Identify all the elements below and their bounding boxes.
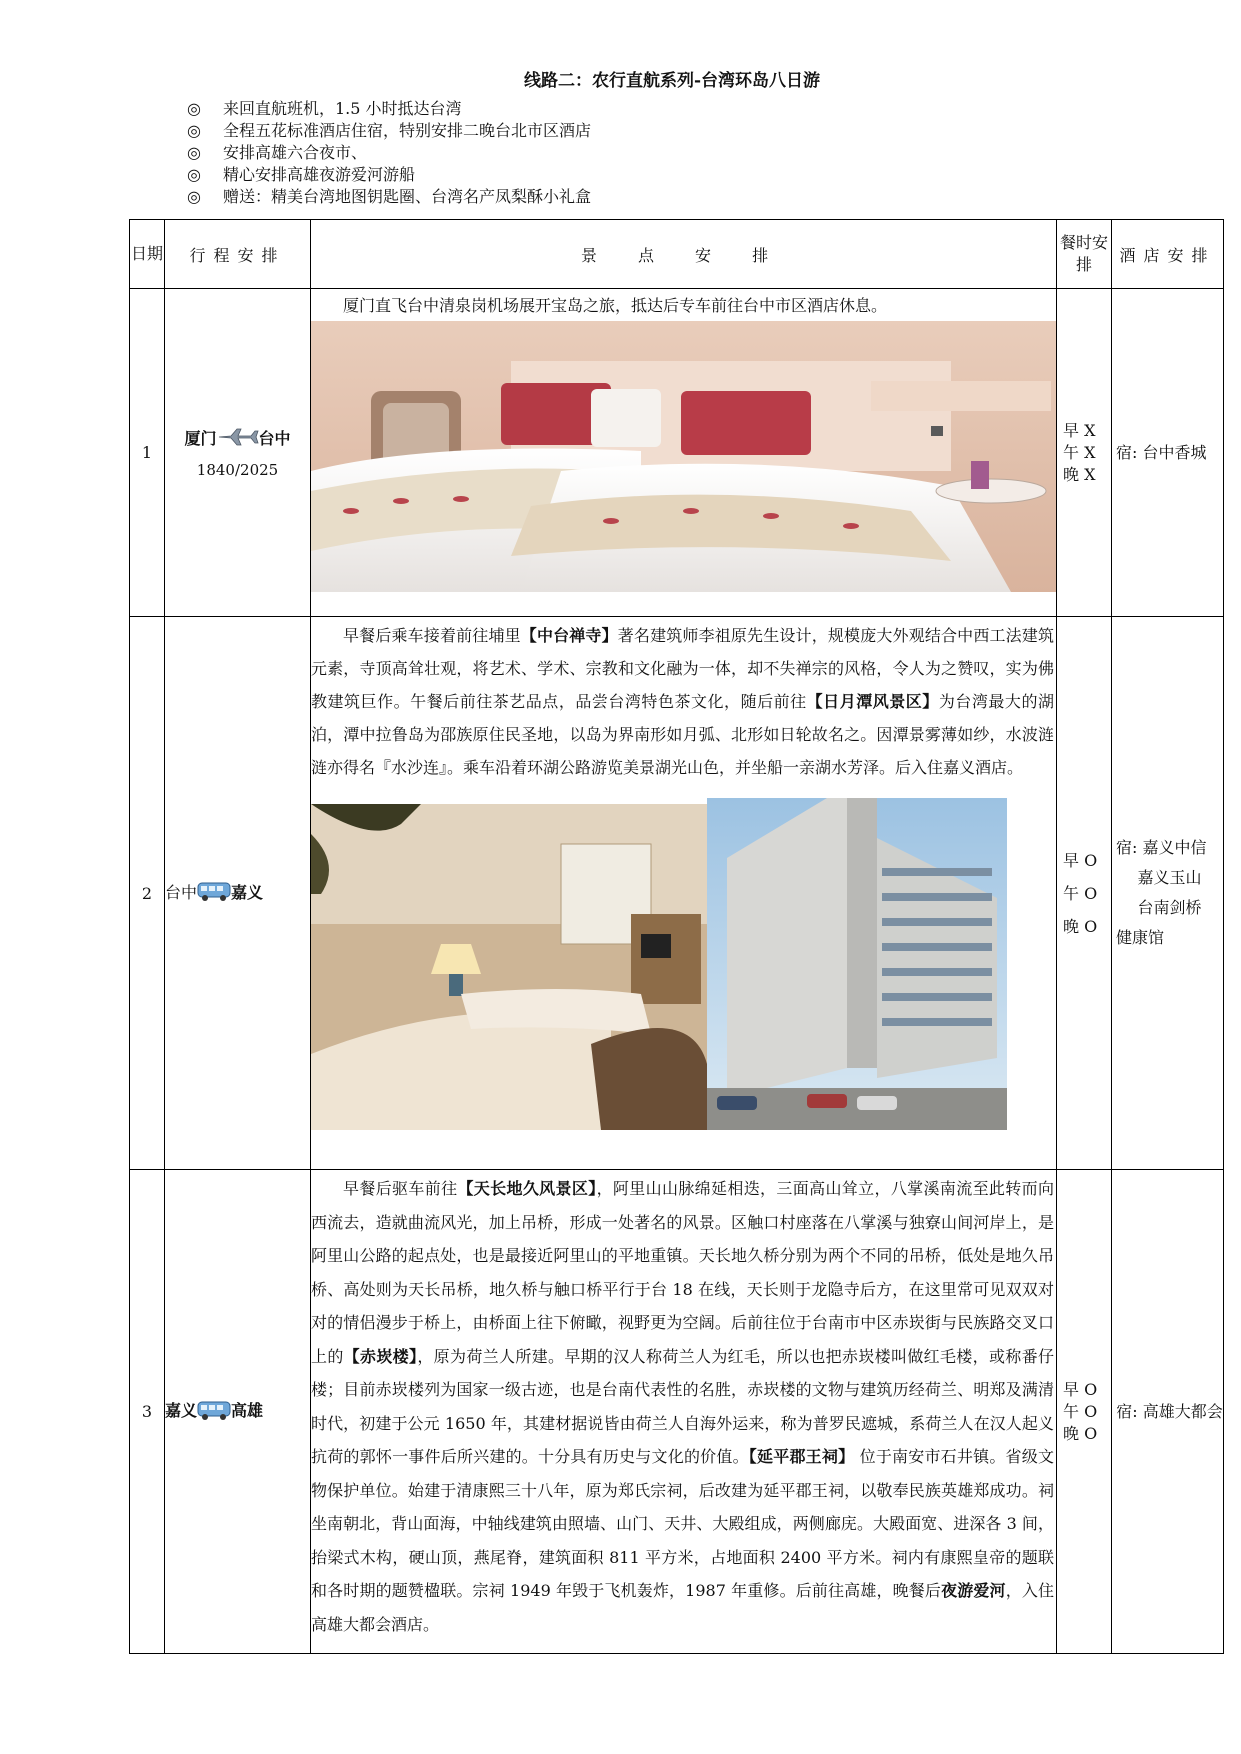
meal-dinner: 晚 X: [1063, 464, 1096, 484]
hotel-cell: [1112, 617, 1224, 1170]
bullet-mark-icon: ◎: [187, 143, 201, 162]
meal-breakfast: 早 X: [1063, 420, 1096, 440]
header-day: 日期: [130, 220, 165, 289]
meals-cell: [1057, 617, 1112, 1170]
meal-lunch: 午 O: [1063, 1401, 1098, 1421]
list-item: ◎ 来回直航班机，1.5 小时抵达台湾: [187, 99, 462, 118]
meal-breakfast: 早 O: [1063, 850, 1098, 870]
sights-cell: [311, 617, 1057, 1170]
itinerary-table: [129, 219, 1224, 1654]
list-item: ◎ 安排高雄六合夜市、: [187, 143, 368, 162]
day-number: 1: [130, 289, 165, 617]
bullet-mark-icon: ◎: [187, 187, 201, 206]
route-to: 台中: [258, 428, 291, 448]
sights-cell: [311, 289, 1057, 617]
bullet-mark-icon: ◎: [187, 121, 201, 140]
table-row: [130, 617, 1224, 1170]
sight-name: 【天长地久风景区】: [457, 1179, 597, 1198]
route-from: 厦门: [184, 428, 217, 448]
hotel-cell: 宿: 高雄大都会: [1112, 1170, 1224, 1654]
meal-lunch: 午 X: [1063, 442, 1096, 462]
header-sights: 景 点 安 排: [311, 220, 1057, 289]
hotel-cell: 宿: 台中香城: [1112, 289, 1224, 617]
bullet-mark-icon: ◎: [187, 99, 201, 118]
route-from: 台中: [165, 882, 198, 902]
sight-name: 【延平郡王祠】: [748, 1447, 855, 1466]
table-header-row: [130, 220, 1224, 289]
list-item: ◎ 全程五花标准酒店住宿，特别安排二晚台北市区酒店: [187, 121, 592, 140]
table-row: [130, 289, 1224, 617]
sight-name: 【日月潭风景区】: [806, 692, 939, 711]
route-cell: [165, 617, 311, 1170]
table-row: [130, 1170, 1224, 1654]
header-meals: 餐时安排: [1057, 220, 1112, 289]
day-description: 厦门直飞台中清泉岗机场展开宝岛之旅，抵达后专车前往台中市区酒店休息。: [343, 296, 888, 315]
meals-cell: [1057, 289, 1112, 617]
hotel-name: 宿: 嘉义中信: [1116, 838, 1207, 857]
bus-icon: [197, 880, 231, 906]
day-description: 早餐后驱车前往【天长地久风景区】，阿里山山脉绵延相迭，三面高山耸立，八掌溪南流至此转而向西流去，造就曲流风光，加上吊桥，形成一处著名的风景。区触口村座落在八掌溪与独寮山间河岸上，是阿里山公路的起点处，也是最接近阿里山的平地重镇。天长地久桥分别为两个不同的吊桥，低处是地久吊桥、高处则为天长吊桥，地久桥与触口桥平行于台 18 在线，天长则于龙隐寺后方，在这里常可见双双对对的情侣漫步于桥上，由桥面上往下俯瞰，视野更为空阔。后前往位于台南市中区赤崁街与民族路交叉口上的【赤崁楼】，原为荷兰人所建。早期的汉人称荷兰人为红毛，所以也把赤崁楼叫做红毛楼，或称番仔楼；目前赤崁楼列为国家一级古迹，也是台南代表性的名胜，赤崁楼的文物与建筑历经荷兰、明郑及满清时代，初建于公元 1650 年，其建材据说皆由荷兰人自海外运来，称为普罗民遮城，系荷兰人在汉人起义抗荷的郭怀一事件后所兴建的。十分具有历史与文化的价值。【延平郡王祠】 位于南安市石井镇。省级文物保护单位。始建于清康熙三十八年，原为郑氏宗祠，后改建为延平郡王祠，以敬奉民族英雄郑成功。祠坐南朝北，背山面海，中轴线建筑由照墙、山门、天井、大殿组成，两侧廊庑。大殿面宽、进深各 3 间，抬梁式木构，硬山顶，燕尾脊，建筑面积 811 平方米，占地面积 2400 平方米。祠内有康熙皇帝的题联和各时期的题赞楹联。宗祠 1949 年毁于飞机轰炸，1987 年重修。后前往高雄，晚餐后夜游爱河，入住高雄大都会酒店。: [311, 1179, 1054, 1634]
route-cell: [165, 289, 311, 617]
sight-name: 夜游爱河: [941, 1581, 1006, 1600]
day-number: 2: [130, 617, 165, 1170]
bus-icon: [197, 1399, 231, 1425]
sight-name: 【中台禅寺】: [520, 626, 618, 645]
day-description: 早餐后乘车接着前往埔里【中台禅寺】著名建筑师李祖原先生设计，规模庞大外观结合中西工法建筑元素，寺顶高耸壮观，将艺术、学术、宗教和文化融为一体，却不失禅宗的风格，令人为之赞叹，实为佛教建筑巨作。午餐后前往茶艺品点，品尝台湾特色茶文化，随后前往【日月潭风景区】为台湾最大的湖泊，潭中拉鲁岛为邵族原住民圣地，以岛为界南形如月弧、北形如日轮故名之。因潭景雾薄如纱，水波涟涟亦得名『水沙连』。乘车沿着环湖公路游览美景湖光山色，并坐船一亲湖水芳泽。后入住嘉义酒店。: [311, 626, 1054, 777]
meal-dinner: 晚 O: [1063, 916, 1098, 936]
hotel-building-photo: [707, 798, 1007, 1130]
header-hotel: 酒店安排: [1112, 220, 1224, 289]
route-to: 高雄: [231, 1401, 264, 1421]
day-number: 3: [130, 1170, 165, 1654]
highlights-list: [187, 98, 591, 208]
hotel-name: 健康馆: [1116, 928, 1165, 947]
meals-cell: [1057, 1170, 1112, 1654]
page-title: 线路二：农行直航系列-台湾环岛八日游: [523, 71, 821, 91]
bullet-mark-icon: ◎: [187, 165, 201, 184]
plane-icon: [217, 427, 259, 451]
list-item: ◎ 精心安排高雄夜游爱河游船: [187, 165, 416, 184]
route-cell: [165, 1170, 311, 1654]
sights-cell: [311, 1170, 1057, 1654]
meal-breakfast: 早 O: [1063, 1379, 1098, 1399]
route-from: 嘉义: [165, 1401, 198, 1421]
route-to: 嘉义: [231, 882, 264, 902]
hotel-name: 台南剑桥: [1137, 898, 1202, 917]
list-item: ◎ 赠送：精美台湾地图钥匙圈、台湾名产凤梨酥小礼盒: [187, 187, 592, 206]
photo-row: [311, 798, 1056, 1130]
meal-lunch: 午 O: [1063, 883, 1098, 903]
hotel-room-photo: [311, 804, 707, 1130]
hotel-room-photo: [311, 321, 1056, 592]
header-itinerary: 行程安排: [165, 220, 311, 289]
sight-name: 【赤崁楼】: [343, 1346, 418, 1366]
meal-dinner: 晚 O: [1063, 1423, 1098, 1443]
hotel-name: 嘉义玉山: [1137, 868, 1202, 887]
flight-number: 1840/2025: [196, 461, 279, 480]
